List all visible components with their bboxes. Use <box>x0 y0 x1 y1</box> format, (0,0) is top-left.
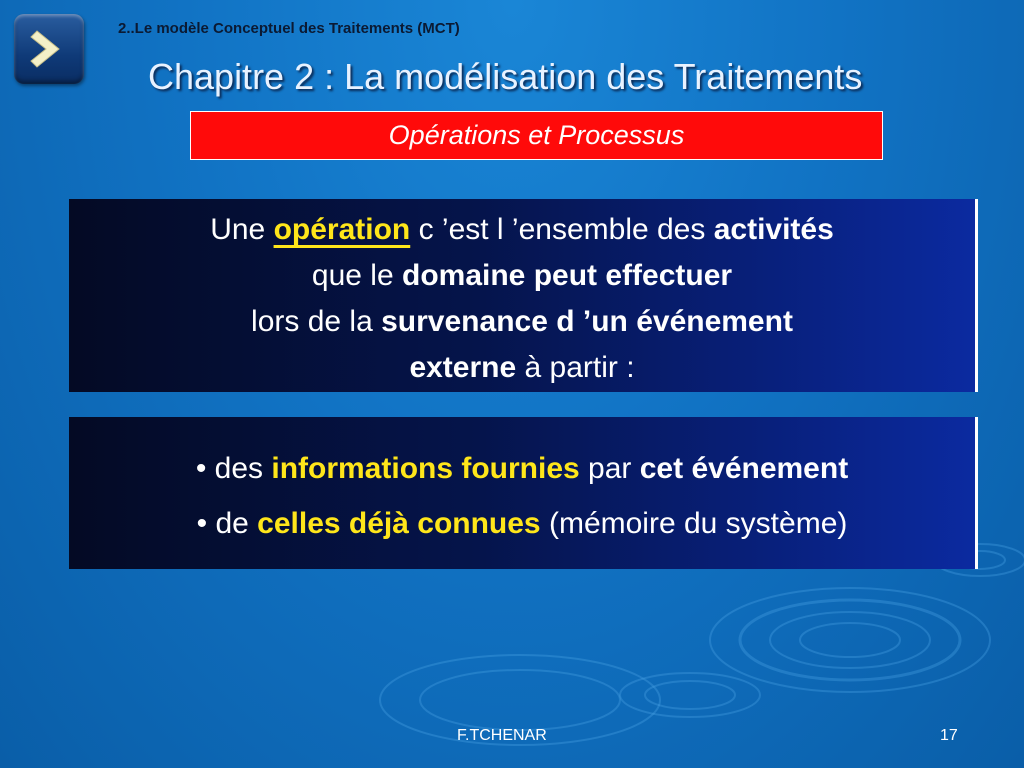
sources-panel <box>69 417 978 569</box>
keyword-evenement: cet événement <box>639 452 849 485</box>
definition-panel <box>69 199 978 392</box>
page-title: Chapitre 2 : La modélisation des Traitements <box>148 56 863 97</box>
keyword-informations: informations fournies <box>271 452 580 485</box>
keyword-externe: externe <box>409 351 517 384</box>
text-segment: • de <box>196 507 258 540</box>
keyword-survenance: survenance d ’un événement <box>381 305 793 338</box>
definition-line-2 <box>69 253 975 299</box>
breadcrumb: 2..Le modèle Conceptuel des Traitements (MCT) <box>118 20 460 37</box>
bullet-item <box>69 496 975 551</box>
page-number: 17 <box>940 727 958 744</box>
bullet-item <box>69 441 975 496</box>
text-segment: par <box>579 452 640 485</box>
keyword-operation: opération <box>273 213 411 246</box>
text-segment: lors de la <box>251 305 382 338</box>
text-segment: • des <box>195 452 272 485</box>
keyword-connues: celles déjà connues <box>257 507 541 540</box>
next-slide-button[interactable] <box>14 14 84 84</box>
text-segment: que le <box>311 259 402 292</box>
text-segment: Une <box>210 213 274 246</box>
definition-line-3 <box>69 299 975 345</box>
footer-author: F.TCHENAR <box>457 727 547 744</box>
definition-line-1 <box>69 207 975 253</box>
subtitle-banner <box>190 111 883 160</box>
text-segment: c ’est l ’ensemble des <box>410 213 714 246</box>
subtitle-text: Opérations et Processus <box>388 120 685 150</box>
keyword-domaine: domaine peut effectuer <box>402 259 733 292</box>
chevron-right-icon <box>25 25 73 73</box>
text-segment: (mémoire du système) <box>540 507 848 540</box>
text-segment: à partir : <box>516 351 635 384</box>
definition-line-4 <box>69 345 975 391</box>
keyword-activites: activités <box>713 213 834 246</box>
